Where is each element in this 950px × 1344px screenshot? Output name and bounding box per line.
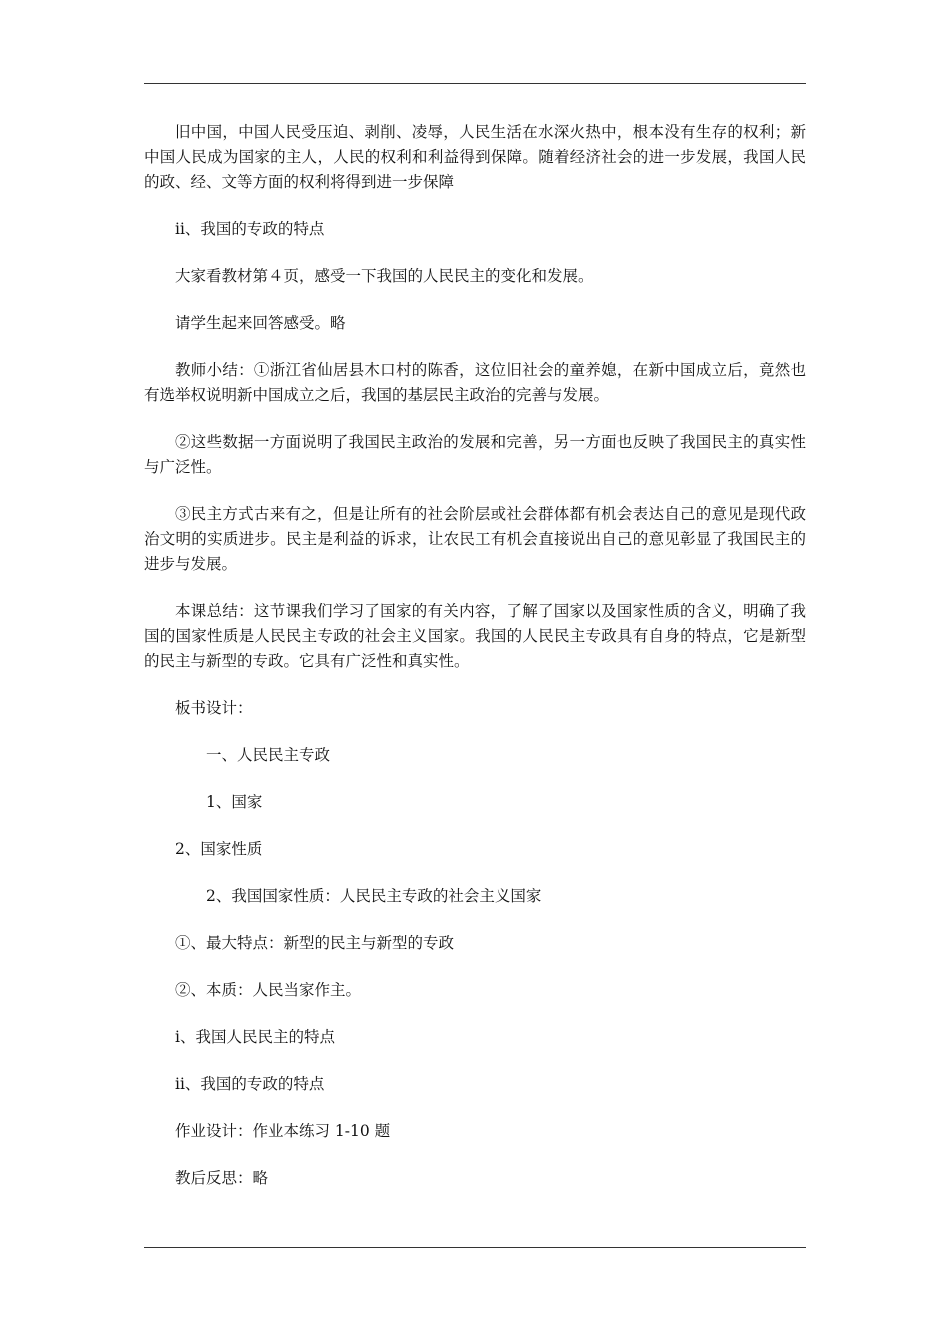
board-design-label: 板书设计： bbox=[175, 699, 253, 717]
board-item-biggest-feature: ①、最大特点：新型的民主与新型的专政 bbox=[175, 934, 455, 952]
paragraph-teacher-summary: 教师小结：①浙江省仙居县木口村的陈香，这位旧社会的童养媳，在新中国成立后，竟然也有选举权说明新中国成立之后，我国的基层民主政治的完善与发展。 bbox=[144, 361, 806, 404]
document-body bbox=[144, 120, 806, 1213]
paragraph-point-2: ②这些数据一方面说明了我国民主政治的发展和完善，另一方面也反映了我国民主的真实性与广泛性。 bbox=[144, 433, 806, 476]
board-item-people-democratic-dictatorship: 一、人民民主专政 bbox=[206, 746, 331, 764]
header-rule bbox=[144, 83, 806, 84]
board-item-state-nature: 2、国家性质 bbox=[175, 840, 263, 858]
board-item-state: 1、国家 bbox=[206, 793, 263, 811]
paragraph-textbook-page: 大家看教材第４页，感受一下我国的人民民主的变化和发展。 bbox=[175, 267, 594, 285]
footer-rule bbox=[144, 1247, 806, 1248]
paragraph-student-answer: 请学生起来回答感受。略 bbox=[175, 314, 346, 332]
board-item-essence: ②、本质：人民当家作主。 bbox=[175, 981, 362, 999]
board-item-our-state-nature: 2、我国国家性质：人民民主专政的社会主义国家 bbox=[206, 887, 542, 905]
paragraph-point-3: ③民主方式古来有之，但是让所有的社会阶层或社会群体都有机会表达自己的意见是现代政治文明的实质进步。民主是利益的诉求，让农民工有机会直接说出自己的意见彰显了我国民主的进步与发展。 bbox=[144, 505, 806, 573]
paragraph-lesson-summary: 本课总结：这节课我们学习了国家的有关内容，了解了国家以及国家性质的含义，明确了我国的国家性质是人民民主专政的社会主义国家。我国的人民民主专政具有自身的特点，它是新型的民主与新型的专政。它具有广泛性和真实性。 bbox=[144, 602, 806, 670]
heading-dictatorship-features: ⅱ、我国的专政的特点 bbox=[175, 220, 325, 238]
paragraph-old-china: 旧中国，中国人民受压迫、剥削、凌辱，人民生活在水深火热中，根本没有生存的权利；新中国人民成为国家的主人，人民的权利和利益得到保障。随着经济社会的进一步发展，我国人民的政、经、文等方面的权利将得到进一步保障 bbox=[144, 123, 806, 191]
board-item-dictatorship-features: ⅱ、我国的专政的特点 bbox=[175, 1075, 325, 1093]
board-item-democracy-features: ⅰ、我国人民民主的特点 bbox=[175, 1028, 335, 1046]
post-lesson-reflection: 教后反思：略 bbox=[175, 1169, 269, 1187]
homework-design: 作业设计：作业本练习 1-10 题 bbox=[175, 1122, 391, 1140]
